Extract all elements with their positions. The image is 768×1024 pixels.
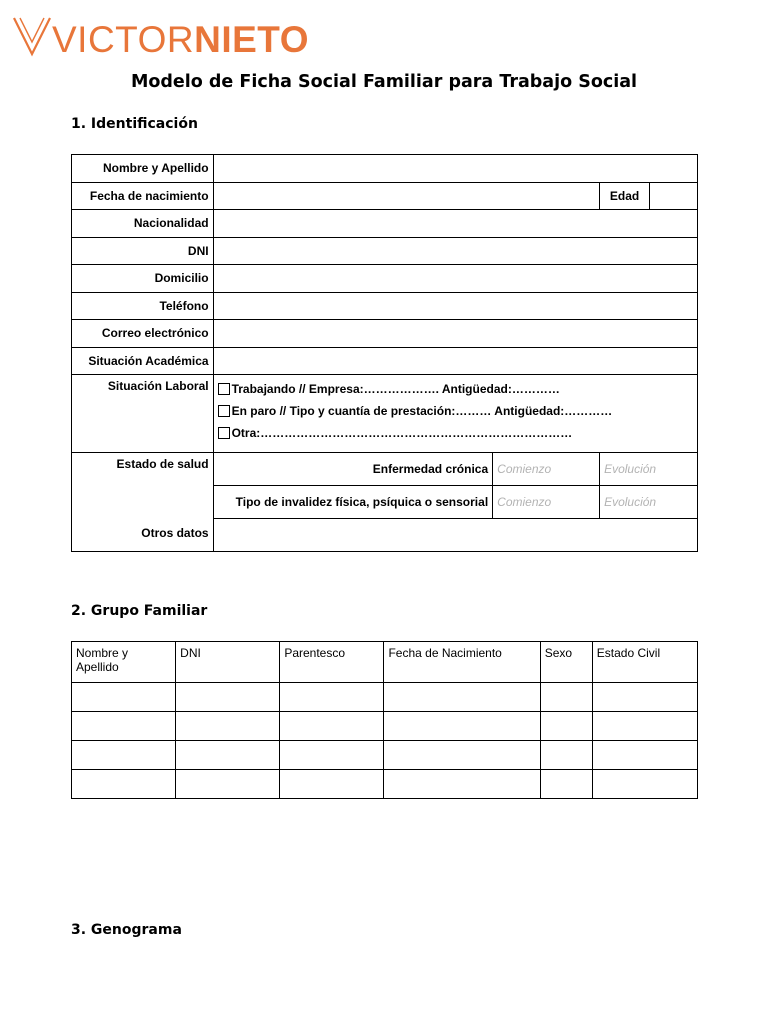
row-situacion-academica bbox=[72, 347, 698, 375]
field-situacion-academica[interactable] bbox=[213, 347, 697, 375]
logo-v-mark-icon bbox=[12, 14, 52, 58]
row-nombre bbox=[72, 155, 698, 183]
row-nacionalidad bbox=[72, 210, 698, 238]
label-enfermedad-cronica: Enfermedad crónica bbox=[213, 453, 493, 486]
field-dni[interactable] bbox=[213, 237, 697, 265]
option-trabajando-label: Trabajando // Empresa:………………. Antigüedad:………… bbox=[231, 382, 560, 396]
label-fecha-nacimiento: Fecha de nacimiento bbox=[72, 182, 214, 210]
label-dni: DNI bbox=[72, 237, 214, 265]
row-estado-salud-cronica bbox=[72, 453, 698, 486]
column-header: DNI bbox=[176, 642, 280, 683]
column-header: Estado Civil bbox=[592, 642, 697, 683]
table-cell[interactable] bbox=[280, 741, 384, 770]
table-cell[interactable] bbox=[384, 683, 540, 712]
row-dni bbox=[72, 237, 698, 265]
brand-logo bbox=[12, 14, 309, 58]
label-otros-datos: Otros datos bbox=[141, 526, 209, 540]
field-cronica-evolucion[interactable]: Evolución bbox=[600, 453, 698, 486]
section-identificacion-title: 1. Identificación bbox=[71, 116, 198, 132]
option-otra[interactable] bbox=[218, 422, 693, 444]
table-cell[interactable] bbox=[540, 683, 592, 712]
table-row bbox=[72, 770, 698, 799]
checkbox-en-paro[interactable] bbox=[218, 405, 230, 417]
table-cell[interactable] bbox=[176, 741, 280, 770]
field-nombre[interactable] bbox=[213, 155, 697, 183]
label-domicilio: Domicilio bbox=[72, 265, 214, 293]
label-edad: Edad bbox=[600, 182, 650, 210]
table-cell[interactable] bbox=[540, 741, 592, 770]
logo-text-victor: VICTOR bbox=[52, 19, 195, 60]
table-cell[interactable] bbox=[592, 683, 697, 712]
table-cell[interactable] bbox=[540, 712, 592, 741]
label-situacion-laboral: Situación Laboral bbox=[72, 375, 214, 453]
table-cell[interactable] bbox=[592, 770, 697, 799]
label-correo: Correo electrónico bbox=[72, 320, 214, 348]
field-invalidez-evolucion[interactable]: Evolución bbox=[600, 486, 698, 519]
grupo-familiar-table bbox=[71, 641, 698, 799]
field-nacionalidad[interactable] bbox=[213, 210, 697, 238]
column-header: Sexo bbox=[540, 642, 592, 683]
row-situacion-laboral bbox=[72, 375, 698, 453]
table-cell[interactable] bbox=[176, 712, 280, 741]
table-cell[interactable] bbox=[176, 770, 280, 799]
table-row bbox=[72, 741, 698, 770]
field-telefono[interactable] bbox=[213, 292, 697, 320]
table-cell[interactable] bbox=[280, 712, 384, 741]
row-correo bbox=[72, 320, 698, 348]
label-tipo-invalidez: Tipo de invalidez física, psíquica o sensorial bbox=[213, 486, 493, 519]
label-situacion-academica: Situación Académica bbox=[72, 347, 214, 375]
option-en-paro-label: En paro // Tipo y cuantía de prestación:……… Antigüedad:………… bbox=[231, 404, 613, 418]
table-cell[interactable] bbox=[280, 770, 384, 799]
table-row bbox=[72, 683, 698, 712]
table-cell[interactable] bbox=[280, 683, 384, 712]
row-fecha-nacimiento bbox=[72, 182, 698, 210]
field-cronica-comienzo[interactable]: Comienzo bbox=[493, 453, 600, 486]
table-cell[interactable] bbox=[176, 683, 280, 712]
table-cell[interactable] bbox=[384, 741, 540, 770]
label-nombre: Nombre y Apellido bbox=[72, 155, 214, 183]
field-fecha-nacimiento[interactable] bbox=[213, 182, 599, 210]
field-edad[interactable] bbox=[650, 182, 698, 210]
table-cell[interactable] bbox=[540, 770, 592, 799]
table-cell[interactable] bbox=[384, 712, 540, 741]
label-estado-salud-cell bbox=[72, 453, 214, 552]
row-domicilio bbox=[72, 265, 698, 293]
table-row bbox=[72, 712, 698, 741]
table-cell[interactable] bbox=[72, 741, 176, 770]
table-cell[interactable] bbox=[384, 770, 540, 799]
document-title: Modelo de Ficha Social Familiar para Trabajo Social bbox=[130, 72, 638, 92]
grupo-header-row bbox=[72, 642, 698, 683]
label-nacionalidad: Nacionalidad bbox=[72, 210, 214, 238]
row-telefono bbox=[72, 292, 698, 320]
identification-table bbox=[71, 154, 698, 552]
checkbox-otra[interactable] bbox=[218, 427, 230, 439]
option-otra-label: Otra:…………………………………………………………………… bbox=[231, 426, 573, 440]
section-genograma-title: 3. Genograma bbox=[71, 922, 182, 938]
field-invalidez-comienzo[interactable]: Comienzo bbox=[493, 486, 600, 519]
label-estado-salud: Estado de salud bbox=[116, 457, 209, 471]
column-header: Nombre y Apellido bbox=[72, 642, 176, 683]
section-grupo-familiar-title: 2. Grupo Familiar bbox=[71, 603, 208, 619]
checkbox-trabajando[interactable] bbox=[218, 383, 230, 395]
logo-text-nieto: NIETO bbox=[194, 19, 310, 60]
option-trabajando[interactable] bbox=[218, 378, 693, 400]
field-otros-datos[interactable] bbox=[213, 519, 697, 552]
laboral-options bbox=[213, 375, 697, 453]
table-cell[interactable] bbox=[592, 741, 697, 770]
table-cell[interactable] bbox=[72, 683, 176, 712]
column-header: Parentesco bbox=[280, 642, 384, 683]
table-cell[interactable] bbox=[72, 712, 176, 741]
table-cell[interactable] bbox=[592, 712, 697, 741]
field-domicilio[interactable] bbox=[213, 265, 697, 293]
label-telefono: Teléfono bbox=[72, 292, 214, 320]
table-cell[interactable] bbox=[72, 770, 176, 799]
column-header: Fecha de Nacimiento bbox=[384, 642, 540, 683]
option-en-paro[interactable] bbox=[218, 400, 693, 422]
field-correo[interactable] bbox=[213, 320, 697, 348]
